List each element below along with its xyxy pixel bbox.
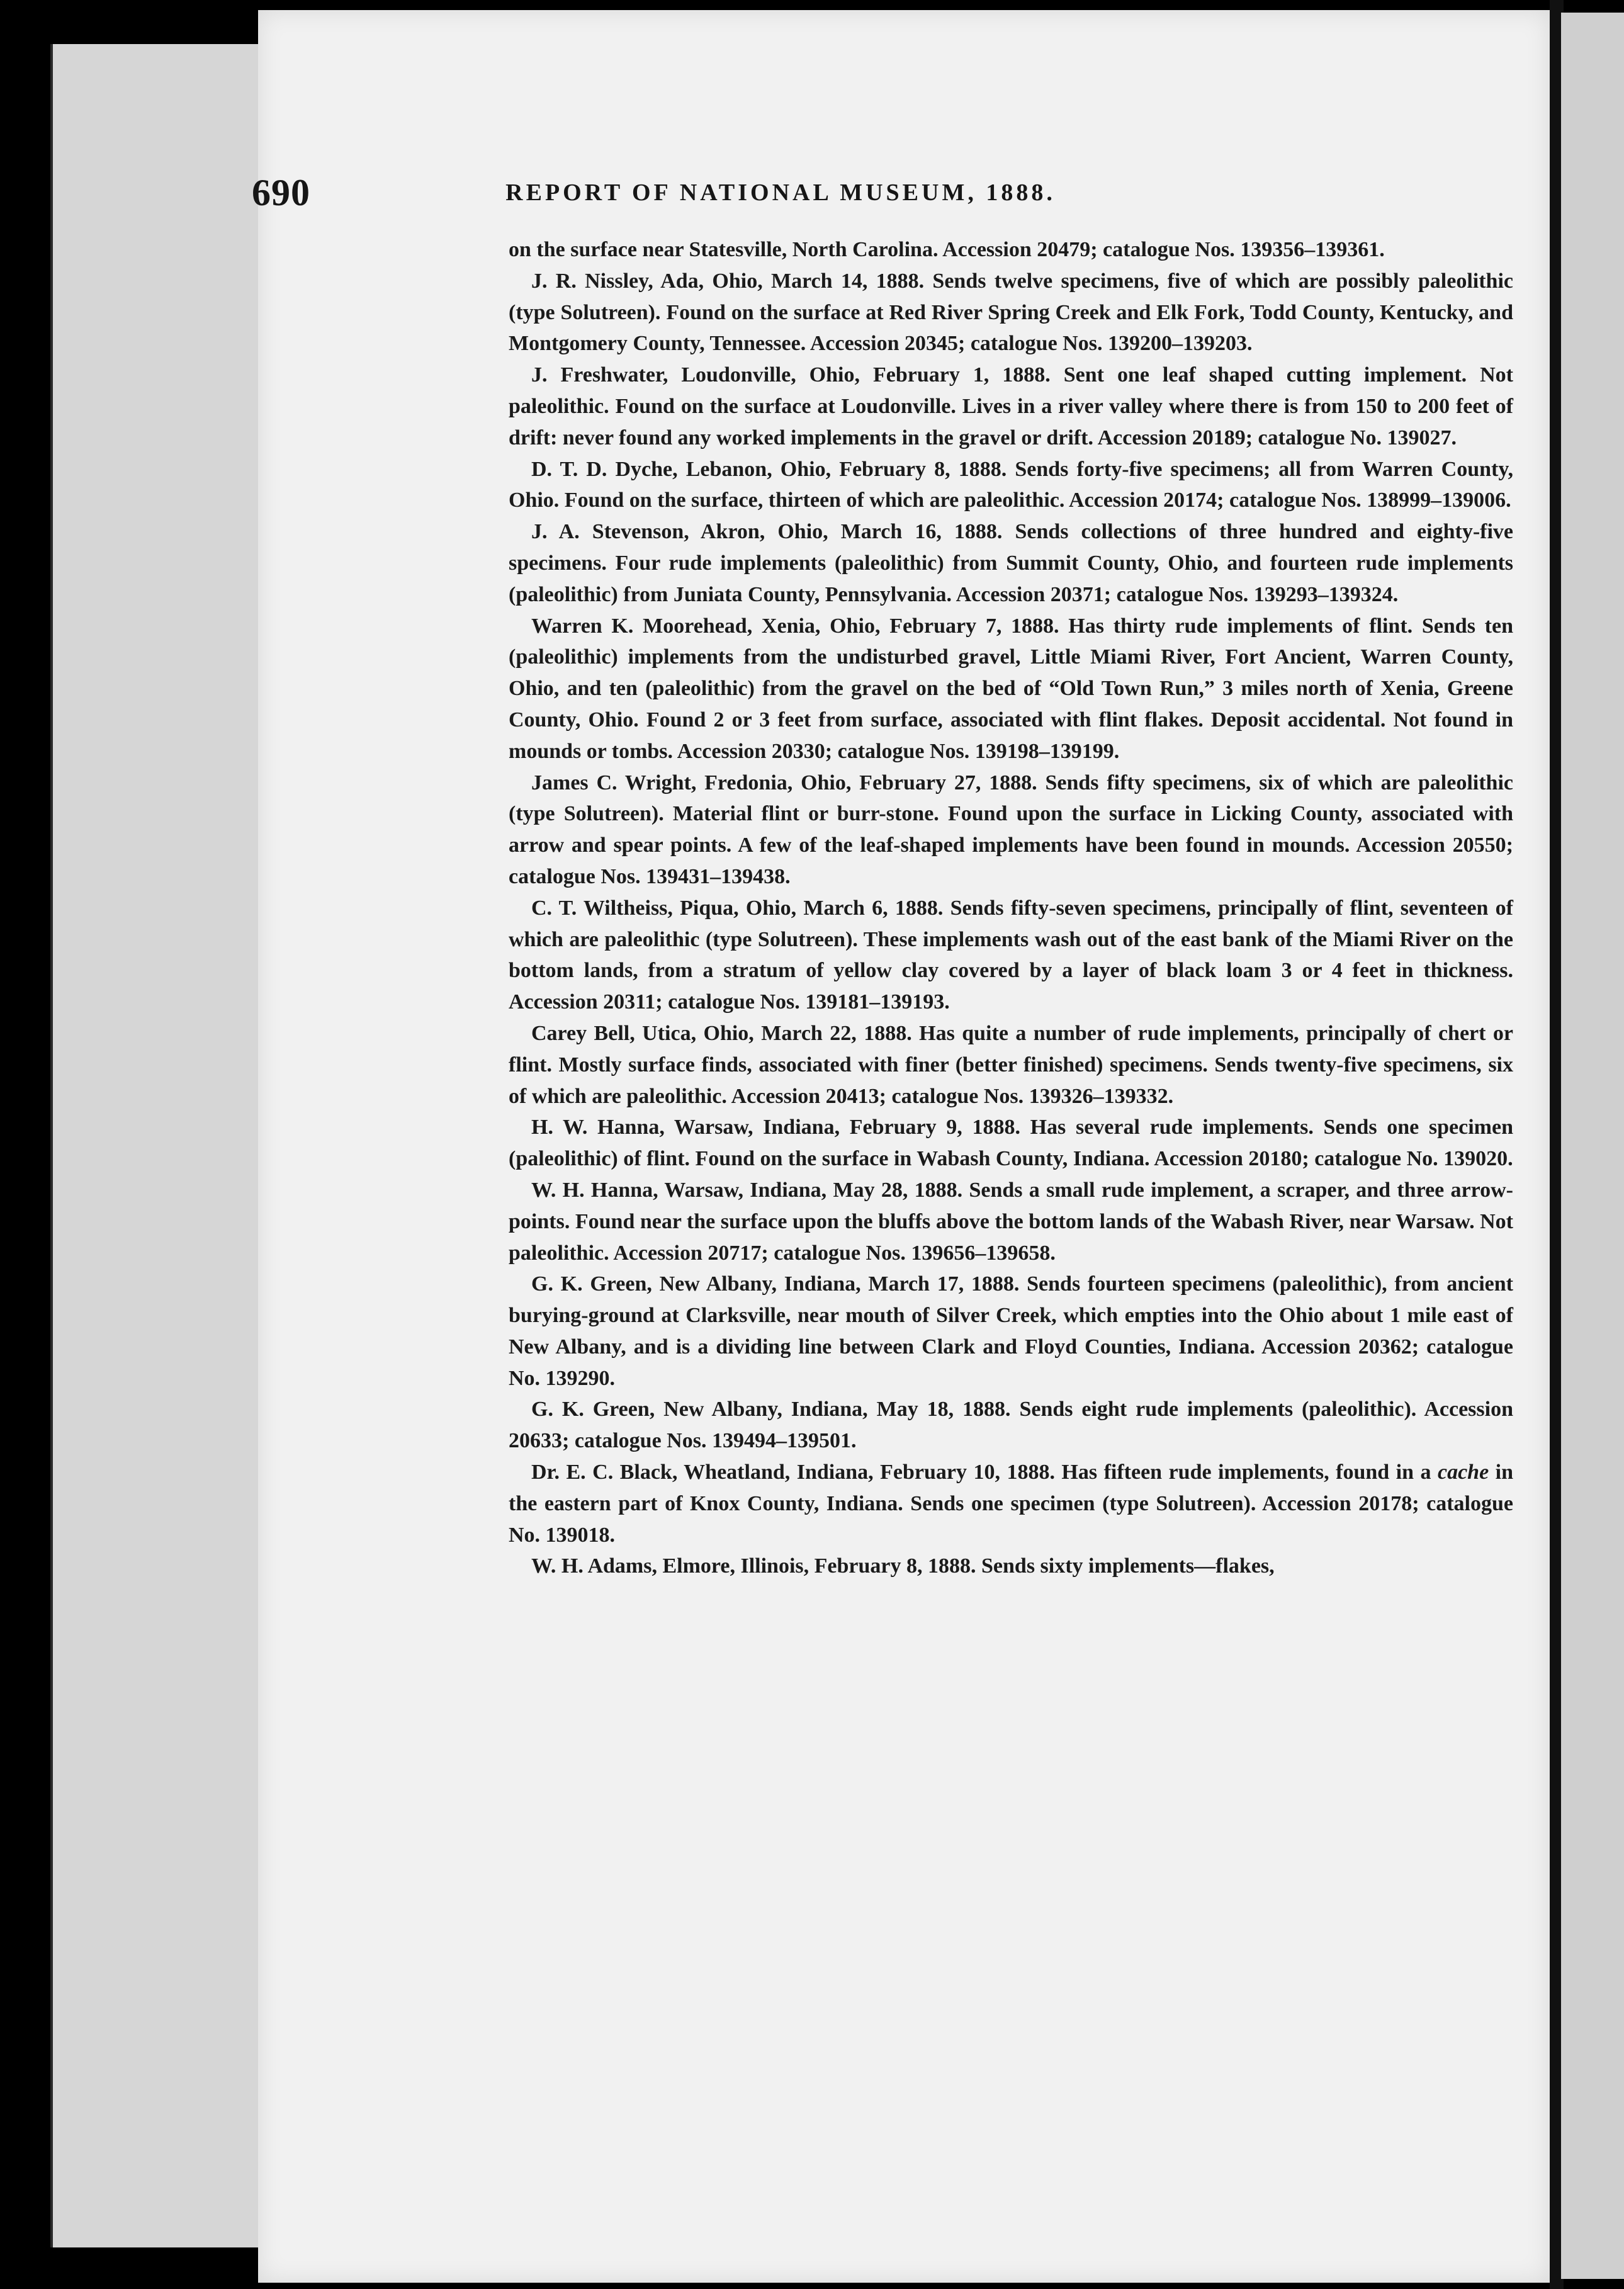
- underlying-page-edge: [50, 44, 261, 2247]
- paragraph: James C. Wright, Fredonia, Ohio, February 27, 1888. Sends fifty specimens, six of which are paleolithic (type Solutreen). Material flint or burr-stone. Found upon the surface in Licking County, associated with arrow and spear points. A few of the leaf-shaped implements have been found in mounds. Accession 20550; catalogue Nos. 139431–139438.: [509, 771, 1513, 888]
- paragraph: H. W. Hanna, Warsaw, Indiana, February 9, 1888. Has several rude implements. Sends one specimen (paleolithic) of flint. Found on the surface in Wabash County, Indiana. Accession 20180; catalogue No. 139020.: [509, 1116, 1513, 1171]
- paragraph: C. T. Wiltheiss, Piqua, Ohio, March 6, 1888. Sends fifty-seven specimens, principally of flint, seventeen of which are paleolithic (type Solutreen). These implements wash out of the east bank of the Miami River on the bottom lands, from a stratum of yellow clay covered by a layer of black loam 3 or 4 feet in thickness. Accession 20311; catalogue Nos. 139181–139193.: [509, 896, 1513, 1014]
- running-title: REPORT OF NATIONAL MUSEUM, 1888.: [505, 179, 1056, 206]
- paragraph-text: in the eastern part of Knox County, Indiana. Sends one specimen (type Solutreen). Accession 20178; catalogue No. 139018.: [509, 1461, 1514, 1547]
- paragraph: on the surface near Statesville, North Carolina. Accession 20479; catalogue Nos. 139356–139361.: [509, 238, 1385, 261]
- paragraph: D. T. D. Dyche, Lebanon, Ohio, February 8, 1888. Sends forty-five specimens; all from Warren County, Ohio. Found on the surface, thirteen of which are paleolithic. Accession 20174; catalogue Nos. 138999–139006.: [509, 457, 1513, 512]
- page-header: [252, 171, 1309, 228]
- body-text: [509, 234, 1513, 1582]
- page-number: 690: [252, 172, 310, 213]
- paragraph: Carey Bell, Utica, Ohio, March 22, 1888. Has quite a number of rude implements, principally of chert or flint. Mostly surface finds, associated with finer (better finished) specimens. Sends twenty-five specimens, six of which are paleolithic. Accession 20413; catalogue Nos. 139326–139332.: [509, 1021, 1513, 1108]
- facing-page-edge: [1561, 13, 1624, 2279]
- paragraph: W. H. Adams, Elmore, Illinois, February 8, 1888. Sends sixty implements—flakes,: [531, 1554, 1275, 1578]
- paragraph: [509, 1457, 1513, 1551]
- paragraph: W. H. Hanna, Warsaw, Indiana, May 28, 1888. Sends a small rude implement, a scraper, and three arrow-points. Found near the surface upon the bluffs above the bottom lands of the Wabash River, near Warsaw. Not paleolithic. Accession 20717; catalogue Nos. 139656–139658.: [509, 1178, 1513, 1265]
- paragraph: J. Freshwater, Loudonville, Ohio, February 1, 1888. Sent one leaf shaped cutting implement. Not paleolithic. Found on the surface at Loudonville. Lives in a river valley where there is from 150 to 200 feet of drift: never found any worked implements in the gravel or drift. Accession 20189; catalogue No. 139027.: [509, 363, 1513, 449]
- italic-word: cache: [1437, 1461, 1489, 1484]
- paragraph: J. R. Nissley, Ada, Ohio, March 14, 1888. Sends twelve specimens, five of which are possibly paleolithic (type Solutreen). Found on the surface at Red River Spring Creek and Elk Fork, Todd County, Kentucky, and Montgomery County, Tennessee. Accession 20345; catalogue Nos. 139200–139203.: [509, 269, 1513, 356]
- paragraph: Warren K. Moorehead, Xenia, Ohio, February 7, 1888. Has thirty rude implements of flint. Sends ten (paleolithic) implements from the undisturbed gravel, Little Miami River, Fort Ancient, Warren County, Ohio, and ten (paleolithic) from the gravel on the bed of “Old Town Run,” 3 miles north of Xenia, Greene County, Ohio. Found 2 or 3 feet from surface, associated with flint flakes. Deposit accidental. Not found in mounds or tombs. Accession 20330; catalogue Nos. 139198–139199.: [509, 614, 1513, 763]
- paragraph: J. A. Stevenson, Akron, Ohio, March 16, 1888. Sends collections of three hundred and eighty-five specimens. Four rude implements (paleolithic) from Summit County, Ohio, and fourteen rude implements (paleolithic) from Juniata County, Pennsylvania. Accession 20371; catalogue Nos. 139293–139324.: [509, 520, 1513, 606]
- paragraph: G. K. Green, New Albany, Indiana, March 17, 1888. Sends fourteen specimens (paleolithic), from ancient burying-ground at Clarksville, near mouth of Silver Creek, which empties into the Ohio about 1 mile east of New Albany, and is a dividing line between Clark and Floyd Counties, Indiana. Accession 20362; catalogue No. 139290.: [509, 1272, 1513, 1390]
- paragraph: G. K. Green, New Albany, Indiana, May 18, 1888. Sends eight rude implements (paleolithic). Accession 20633; catalogue Nos. 139494–139501.: [509, 1398, 1513, 1453]
- paragraph-text: Dr. E. C. Black, Wheatland, Indiana, February 10, 1888. Has fifteen rude implements, found in a: [531, 1461, 1438, 1484]
